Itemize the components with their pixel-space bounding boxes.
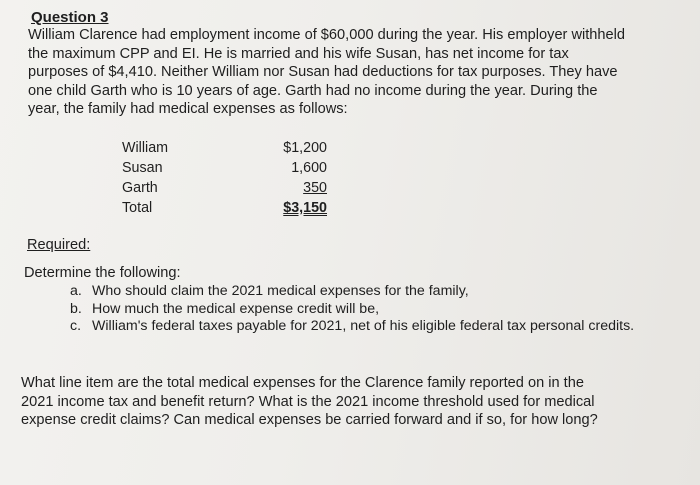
list-item [70, 318, 670, 336]
expense-row [122, 158, 327, 178]
question-paragraph [28, 26, 678, 119]
list-item [70, 301, 670, 319]
paragraph-line: What line item are the total medical expenses for the Clarence family reported on in the [21, 375, 584, 391]
expense-name: Total [122, 200, 153, 216]
expense-name: Susan [122, 160, 163, 176]
list-item-label: a. [70, 283, 82, 299]
medical-expenses-table [122, 138, 327, 218]
list-item-text: William's federal taxes payable for 2021, net of his eligible federal tax personal credits. [92, 318, 635, 334]
required-list [70, 283, 670, 336]
list-item-text: Who should claim the 2021 medical expenses for the family, [92, 283, 469, 299]
expense-name: Garth [122, 180, 158, 196]
expense-row [122, 178, 327, 198]
paragraph-line: purposes of $4,410. Neither William nor Susan had deductions for tax purposes. They have [28, 64, 618, 80]
question-title: Question 3 [31, 9, 109, 26]
list-item-label: c. [70, 318, 82, 334]
expense-amount: $1,200 [283, 140, 327, 156]
expense-amount: 1,600 [291, 160, 327, 176]
list-item-label: b. [70, 300, 82, 317]
expense-total-amount: $3,150 [283, 200, 327, 216]
expense-row [122, 138, 327, 158]
followup-paragraph [21, 374, 686, 430]
expense-total-row [122, 198, 327, 218]
paragraph-line: William Clarence had employment income of $60,000 during the year. His employer withheld [28, 27, 626, 43]
paragraph-line: one child Garth who is 10 years of age. Garth had no income during the year. During the [28, 82, 598, 99]
paragraph-line: the maximum CPP and EI. He is married and his wife Susan, has net income for tax [28, 45, 569, 62]
paragraph-line: 2021 income tax and benefit return? What is the 2021 income threshold used for medical [21, 393, 595, 410]
paragraph-line: expense credit claims? Can medical expenses be carried forward and if so, for how long? [21, 412, 598, 428]
list-item [70, 283, 670, 301]
expense-amount: 350 [303, 180, 327, 196]
required-intro: Determine the following: [24, 265, 181, 281]
paragraph-line: year, the family had medical expenses as follows: [28, 101, 348, 117]
expense-name: William [122, 140, 169, 156]
required-heading: Required: [27, 237, 91, 253]
list-item-text: How much the medical expense credit will be, [92, 300, 380, 317]
